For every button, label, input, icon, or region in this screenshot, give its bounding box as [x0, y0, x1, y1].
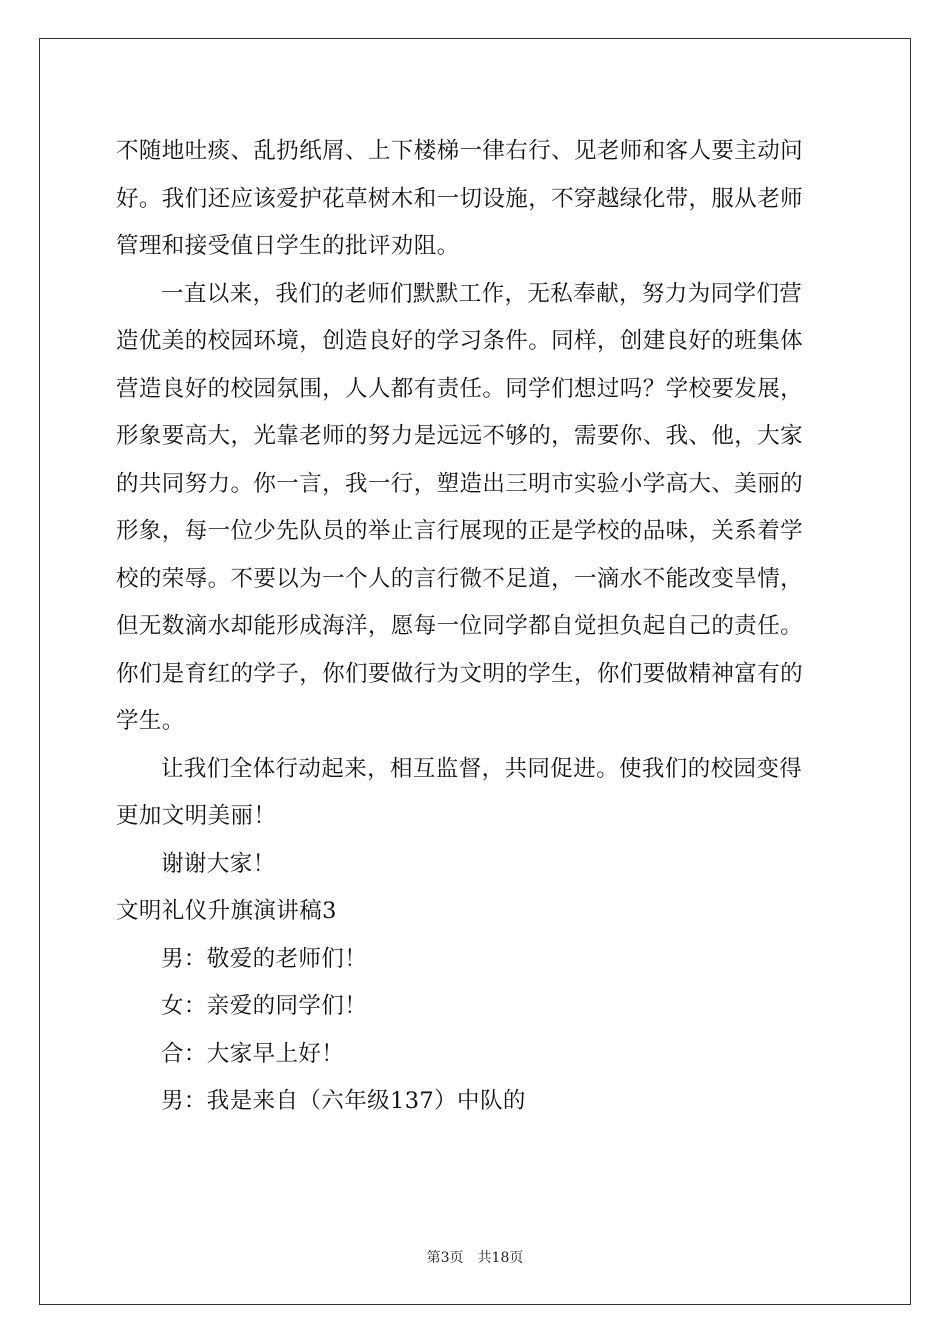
- paragraph-line: 不随地吐痰、乱扔纸屑、上下楼梯一律右行、见老师和客人要主动问: [116, 138, 804, 164]
- page-total: 共18页: [477, 1250, 524, 1266]
- section-title: 文明礼仪升旗演讲稿3: [116, 898, 337, 924]
- paragraph-line: 的共同努力。你一言，我一行，塑造出三明市实验小学高大、美丽的: [116, 470, 804, 497]
- paragraph-line: 更加文明美丽！: [116, 803, 277, 829]
- paragraph-line: 造优美的校园环境，创造良好的学习条件。同样，创建良好的班集体: [116, 328, 804, 354]
- paragraph-line: 谢谢大家！: [161, 850, 276, 877]
- paragraph-line: 你们是育红的学子，你们要做行为文明的学生，你们要做精神富有的: [116, 660, 804, 687]
- dialogue-line: 男：敬爱的老师们！: [161, 945, 368, 972]
- dialogue-line: 男：我是来自（六年级137）中队的: [161, 1088, 526, 1114]
- paragraph-line: 营造良好的校园氛围，人人都有责任。同学们想过吗？学校要发展，: [116, 375, 804, 402]
- page-footer: [0, 1247, 950, 1267]
- paragraph-line: 好。我们还应该爱护花草树木和一切设施，不穿越绿化带，服从老师: [116, 185, 804, 212]
- paragraph-line: 形象，每一位少先队员的举止言行展现的正是学校的品味，关系着学: [116, 518, 804, 544]
- paragraph-line: 形象要高大，光靠老师的努力是远远不够的，需要你、我、他，大家: [116, 423, 804, 449]
- paragraph-line: 但无数滴水却能形成海洋，愿每一位同学都自觉担负起自己的责任。: [116, 613, 804, 639]
- dialogue-line: 合：大家早上好！: [161, 1040, 345, 1067]
- paragraph-line: 一直以来，我们的老师们默默工作，无私奉献，努力为同学们营: [161, 280, 803, 307]
- paragraph-line: 管理和接受值日学生的批评劝阻。: [116, 233, 460, 259]
- paragraph-line: 校的荣辱。不要以为一个人的言行微不足道，一滴水不能改变旱情，: [116, 565, 804, 592]
- dialogue-line: 女：亲爱的同学们！: [161, 993, 368, 1019]
- paragraph-line: 学生。: [116, 708, 185, 734]
- document-body: [116, 128, 834, 1126]
- page-number: 第3页: [426, 1250, 464, 1266]
- paragraph-line: 让我们全体行动起来，相互监督，共同促进。使我们的校园变得: [161, 755, 803, 782]
